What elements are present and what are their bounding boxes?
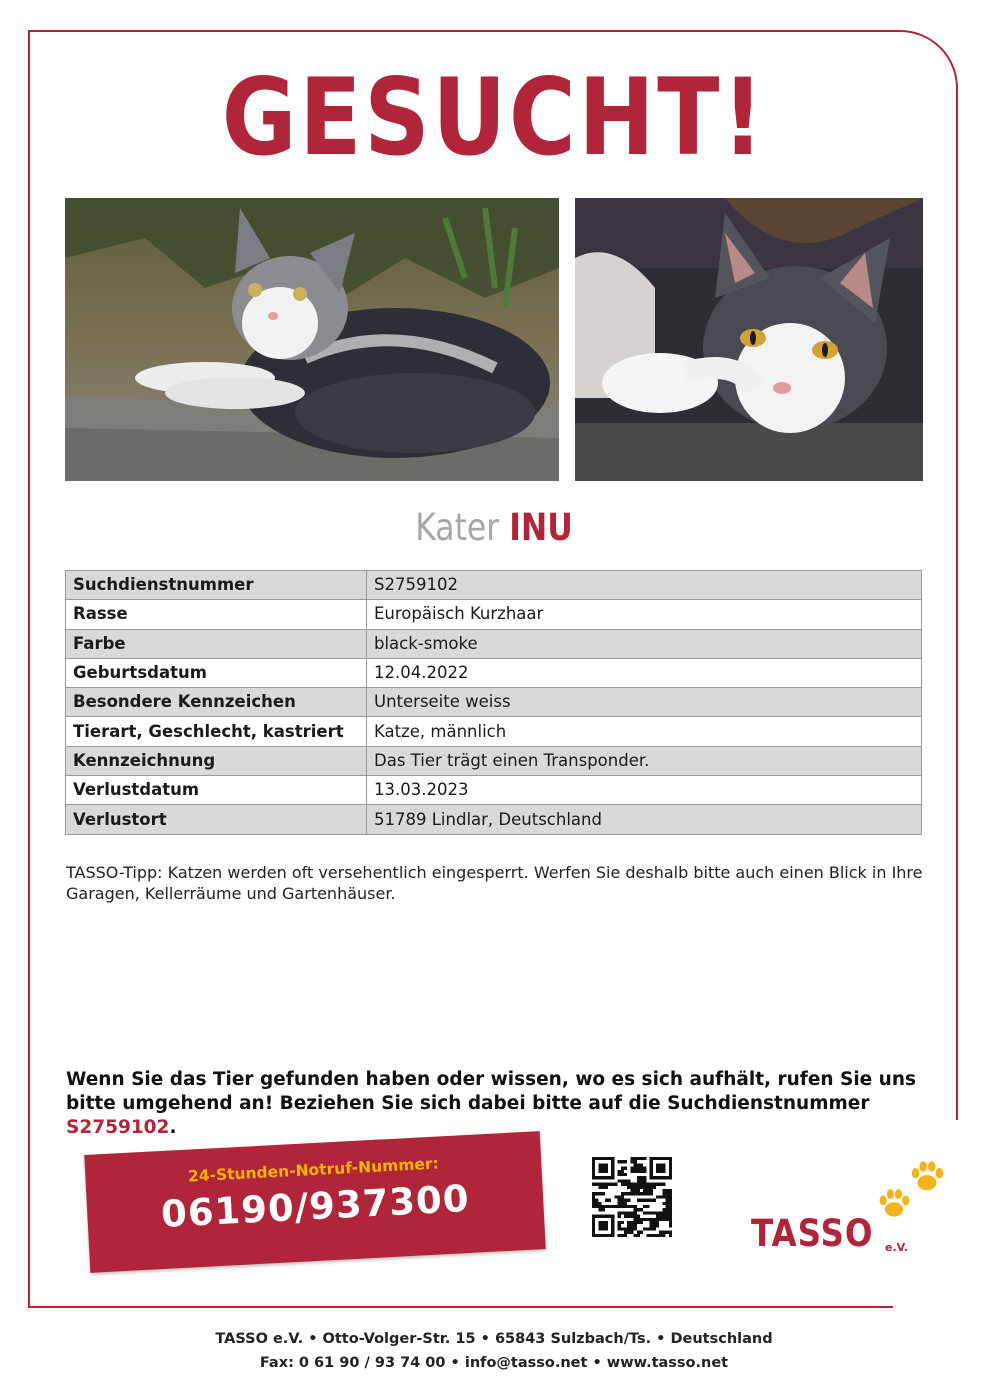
info-row [66,717,922,746]
tasso-logo: TASSO [751,1212,874,1255]
info-label: Rasse [66,600,367,629]
info-row [66,571,922,600]
tasso-tip: TASSO-Tipp: Katzen werden oft versehentlich eingesperrt. Werfen Sie deshalb bitte auch einen Blick in Ihre Garagen, Kellerräume und Gartenhäuser. [66,863,923,903]
cat-kind: Kater [415,506,500,549]
info-row [66,600,922,629]
info-row [66,805,922,834]
cat-name [74,503,914,553]
qr-code[interactable] [592,1157,672,1237]
call-to-action [66,1068,936,1140]
cta-text: Wenn Sie das Tier gefunden haben oder wissen, wo es sich aufhält, rufen Sie uns bitte umgehend an! Beziehen Sie sich dabei bitte auf die Suchdienstnummer [66,1069,917,1114]
paw-icon [876,1186,912,1222]
info-label: Besondere Kennzeichen [66,688,367,717]
info-value: 12.04.2022 [367,658,922,687]
info-label: Kennzeichnung [66,746,367,775]
footer-address: TASSO e.V. • Otto-Volger-Str. 15 • 65843 Sulzbach/Ts. • Deutschland [215,1331,773,1347]
info-value: Europäisch Kurzhaar [367,600,922,629]
cta-end: . [169,1117,177,1138]
info-row [66,776,922,805]
cat-photo-1 [65,198,559,481]
info-label: Verlustdatum [66,776,367,805]
info-value: Unterseite weiss [367,688,922,717]
cat-name-value: INU [509,506,573,549]
info-value: 51789 Lindlar, Deutschland [367,805,922,834]
info-value: black-smoke [367,629,922,658]
hotline-box [84,1131,546,1273]
info-row [66,688,922,717]
info-label: Geburtsdatum [66,658,367,687]
tasso-logo-suffix: e.V. [885,1241,908,1254]
info-value: Katze, männlich [367,717,922,746]
info-row [66,629,922,658]
info-label: Tierart, Geschlecht, kastriert [66,717,367,746]
hotline-label: 24-Stunden-Notruf-Nummer: [187,1154,440,1186]
info-label: Verlustort [66,805,367,834]
cta-reference-number: S2759102 [66,1117,170,1138]
hotline-number[interactable]: 06190/937300 [159,1176,471,1237]
footer-contact: Fax: 0 61 90 / 93 74 00 • info@tasso.net • www.tasso.net [259,1355,729,1371]
paw-icon [908,1158,946,1196]
info-value: Das Tier trägt einen Transponder. [367,746,922,775]
info-row [66,658,922,687]
info-value: 13.03.2023 [367,776,922,805]
info-table [65,570,922,835]
info-label: Suchdienstnummer [66,571,367,600]
info-value: S2759102 [367,571,922,600]
headline: GESUCHT! [221,56,767,179]
info-label: Farbe [66,629,367,658]
cat-photo-2 [575,198,923,481]
info-row [66,746,922,775]
